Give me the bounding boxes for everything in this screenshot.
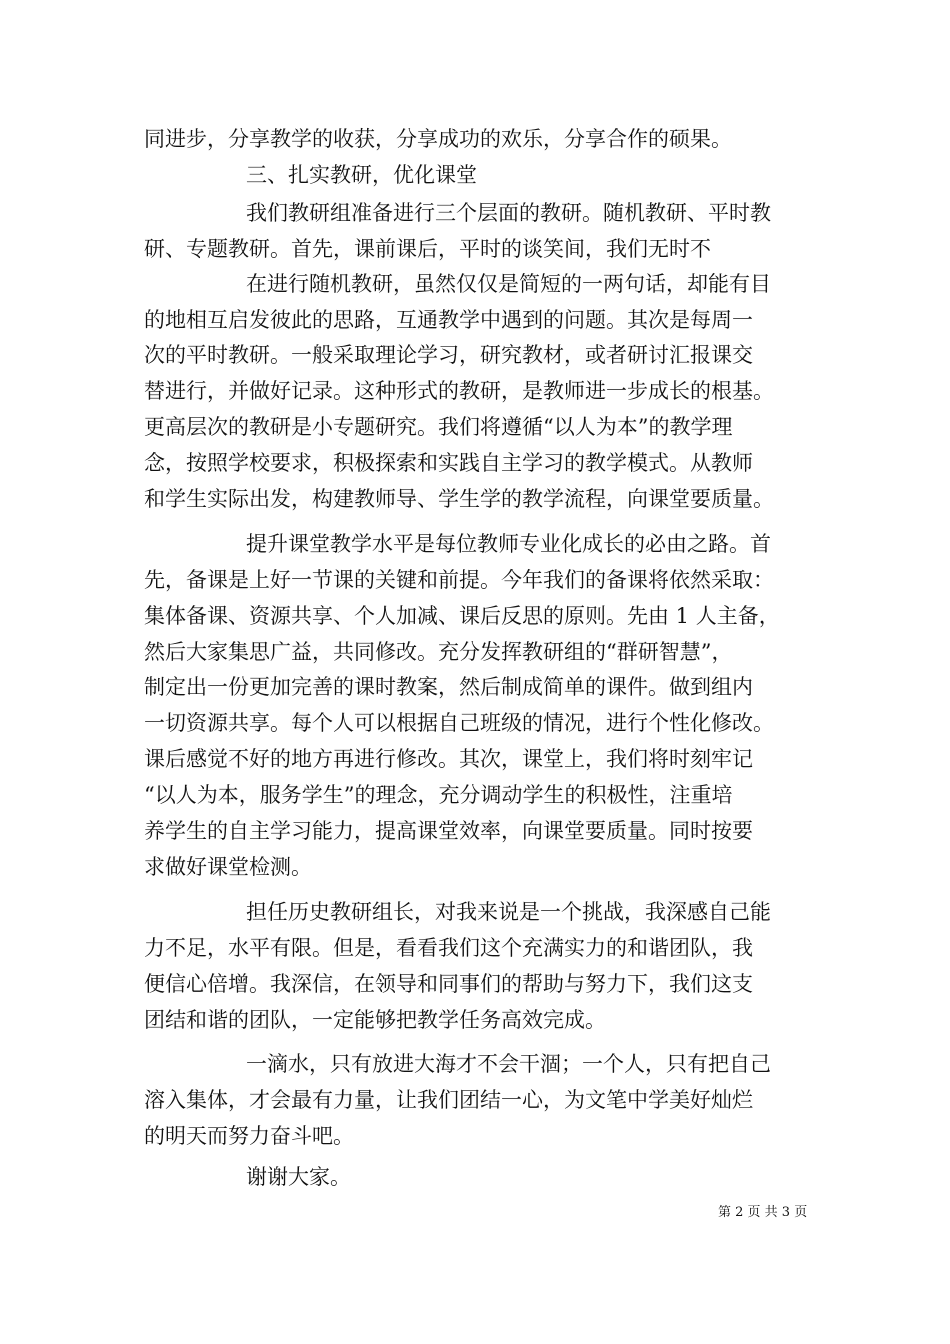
text-line-9: 更高层次的教研是小专题研究。我们将遵循“以人为本”的教学理 xyxy=(144,415,733,439)
text-line-3: 我们教研组准备进行三个层面的教研。随机教研、平时教 xyxy=(246,201,771,225)
text-line-11: 和学生实际出发，构建教师导、学生学的教学流程，向课堂要质量。 xyxy=(144,487,774,511)
text-line-12: 提升课堂教学水平是每位教师专业化成长的必由之路。首 xyxy=(246,532,771,556)
text-line-10: 念，按照学校要求，积极探索和实践自主学习的教学模式。从教师 xyxy=(144,451,753,475)
section-heading: 三、扎实教研，优化课堂 xyxy=(246,163,477,187)
closing-line: 谢谢大家。 xyxy=(246,1165,351,1189)
text-line-25: 团结和谐的团队，一定能够把教学任务高效完成。 xyxy=(144,1008,606,1032)
page-number: 第 2 页 共 3 页 xyxy=(718,1205,808,1220)
text-line-20: 养学生的自主学习能力，提高课堂效率，向课堂要质量。同时按要 xyxy=(144,819,753,843)
text-line-13: 先，备课是上好一节课的关键和前提。今年我们的备课将依然采取： xyxy=(144,568,774,592)
text-line-24: 便信心倍增。我深信，在领导和同事们的帮助与努力下，我们这支 xyxy=(144,972,753,996)
text-line-1: 同进步，分享教学的收获，分享成功的欢乐，分享合作的硕果。 xyxy=(144,127,732,151)
text-line-6: 的地相互启发彼此的思路，互通教学中遇到的问题。其次是每周一 xyxy=(144,308,753,332)
text-line-8: 替进行，并做好记录。这种形式的教研，是教师进一步成长的根基。 xyxy=(144,379,774,403)
text-line-22: 担任历史教研组长，对我来说是一个挑战，我深感自己能 xyxy=(246,900,771,924)
text-line-14: 集体备课、资源共享、个人加减、课后反思的原则。先由 1 人主备， xyxy=(144,604,780,628)
text-line-16: 制定出一份更加完善的课时教案，然后制成简单的课件。做到组内 xyxy=(144,675,753,699)
text-line-4: 研、专题教研。首先，课前课后，平时的谈笑间，我们无时不 xyxy=(144,237,711,261)
text-line-7: 次的平时教研。一般采取理论学习，研究教材，或者研讨汇报课交 xyxy=(144,343,753,367)
text-line-19: “以人为本，服务学生”的理念，充分调动学生的积极性，注重培 xyxy=(144,783,733,807)
text-line-27: 溶入集体，才会最有力量，让我们团结一心，为文笔中学美好灿烂 xyxy=(144,1088,753,1112)
text-line-26: 一滴水，只有放进大海才不会干涸；一个人，只有把自己 xyxy=(246,1052,771,1076)
text-line-28: 的明天而努力奋斗吧。 xyxy=(144,1124,354,1148)
text-line-23: 力不足，水平有限。但是，看看我们这个充满实力的和谐团队，我 xyxy=(144,936,753,960)
text-line-21: 求做好课堂检测。 xyxy=(144,855,312,879)
text-line-15: 然后大家集思广益，共同修改。充分发挥教研组的“群研智慧”， xyxy=(144,640,733,664)
text-line-17: 一切资源共享。每个人可以根据自己班级的情况，进行个性化修改。 xyxy=(144,711,774,735)
text-line-5: 在进行随机教研，虽然仅仅是简短的一两句话，却能有目 xyxy=(246,272,771,296)
text-line-18: 课后感觉不好的地方再进行修改。其次，课堂上，我们将时刻牢记 xyxy=(144,747,753,771)
